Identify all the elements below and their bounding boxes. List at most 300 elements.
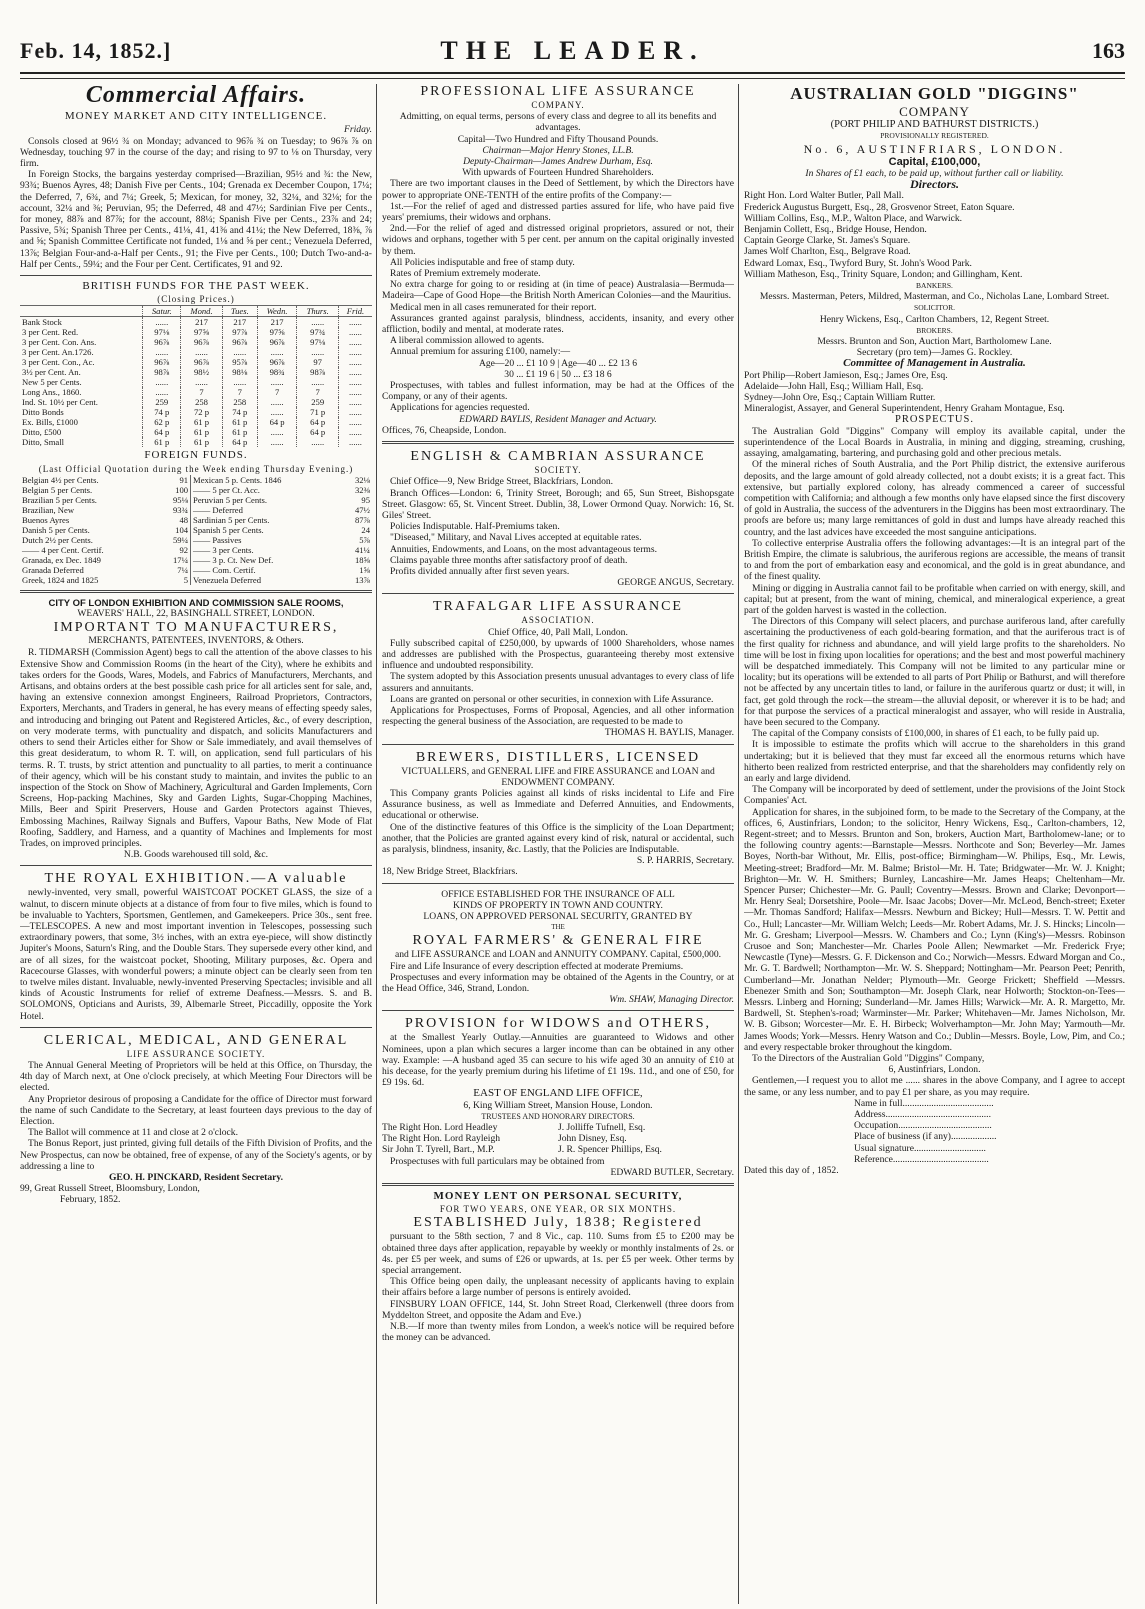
royal-farmers-sub: and LIFE ASSURANCE and LOAN and ANNUITY COMPANY. Capital, £500,000. [394, 949, 722, 961]
professional-board: With upwards of Fourteen Hundred Shareholders. [462, 167, 654, 179]
exhibition-title: IMPORTANT TO MANUFACTURERS, [53, 620, 339, 636]
trafalgar-p1: Chief Office, 40, Pall Mall, London. [488, 626, 628, 638]
english-cambrian-p1: Chief Office—9, New Bridge Street, Blackfriars, London. [390, 476, 614, 488]
table-cell: —— 5 per Ct. Acc. [193, 484, 260, 495]
table-cell: 3 per Cent. Red. [22, 327, 79, 338]
royal-farmers-p1: Fire and Life Insurance of every description effected at moderate Premiums. [390, 960, 684, 972]
table-cell: 3½ per Cent. An. [22, 367, 81, 378]
british-funds-column-header: Satur. [143, 306, 181, 317]
table-cell: ...... [338, 407, 372, 417]
table-cell: 96⅞ [181, 337, 223, 347]
table-row [20, 427, 372, 437]
table-cell: ...... [143, 347, 181, 357]
prospectus-paragraph: Of the mineral riches of South Australia, and the Port Philip district, the extensive auriferous deposits, and the large amount of gold already collected, not a doubt exists; it is a great fact. This extensive, but partially explored colony, has already commenced a career of successful competition with California; and although a few months only have elapsed since the first discovery of gold in Australia, the success of the adventurers in the Diggins has been most extraordinary. The proofs are before us; many large remittances of gold in dust and lumps have already reached this country, and the last advices have exceeded the most sanguine anticipations. [744, 459, 1125, 538]
professional-p1: Admitting, on equal terms, persons of every class and degree to all its benefits and advantages. [399, 111, 717, 134]
committee-list [744, 370, 1125, 415]
prospectus-heading: PROSPECTUS. [895, 414, 974, 426]
table-row [20, 575, 372, 585]
australian-address: No. 6, AUSTINFRIARS, LONDON. [803, 141, 1066, 156]
table-row [20, 387, 372, 397]
director-entry: William Collins, Esq., M.P., Walton Place, and Warwick. [744, 212, 963, 224]
column-3 [744, 84, 1125, 1604]
table-cell: 61 p [181, 417, 223, 427]
table-cell: 98⅞ [297, 367, 339, 377]
table-row [20, 495, 372, 505]
table-cell: 97⅝ [181, 327, 223, 337]
table-cell: 74 p [222, 407, 257, 417]
table-row [20, 535, 372, 545]
table-cell: ...... [143, 377, 181, 387]
british-funds-sub: (Closing Prices.) [157, 294, 235, 305]
table-cell: 13⅞ [354, 574, 370, 585]
table-row [20, 327, 372, 337]
form-field: Name in full...................................... [854, 1097, 994, 1109]
brokers: Messrs. Brunton and Son, Auction Mart, Bartholomew Lane. [817, 336, 1052, 348]
table-cell: Bank Stock [22, 317, 62, 328]
money-lent-p1: pursuant to the 58th section, 7 and 8 Vic., cap. 110. Sums from £5 to £200 may be obtained three days after application, repayable by weekly or monthly instalments of 2s. or 4s. per £5 per week, and sums of £26 or upwards, at 1s. per £5 per week. Other terms by special arrangement. [382, 1231, 734, 1277]
table-cell: Long Ans., 1860. [22, 387, 82, 398]
table-cell: ...... [338, 377, 372, 387]
money-lent-p2: This Office being open daily, the unpleasant necessity of applicants having to explain their affairs before a large number of persons is entirely avoided. [382, 1276, 734, 1299]
table-row [20, 485, 372, 495]
table-cell: ...... [297, 347, 339, 357]
table-cell: 259 [297, 397, 339, 407]
form-field: Place of business (if any)................... [854, 1131, 997, 1143]
table-cell: ...... [297, 437, 339, 447]
masthead [20, 30, 1125, 74]
professional-p11: Annual premium for assuring £100, namely:— [390, 346, 571, 358]
table-cell: 97⅞ [222, 327, 257, 337]
form-body: Gentlemen,—I request you to allot me ...... shares in the above Company, and I agree to accept the same, or any less number, and to pay £1 per share, as you may require. [744, 1075, 1125, 1098]
english-cambrian-p4: "Diseased," Military, and Naval Lives accepted at equitable rates. [390, 532, 642, 544]
table-cell: 98⅛ [222, 367, 257, 377]
table-cell: 61 p [222, 417, 257, 427]
prospectus-paragraph: It is impossible to estimate the profits which will accrue to the shareholders in this grand undertaking; but it is believed that they must far exceed all the enormous returns which have hitherto been realized from restricted enterprise, and that the shareholders may confidently rely on an early and large dividend. [744, 739, 1125, 784]
table-cell: Ditto, Small [22, 437, 65, 448]
table-row [20, 407, 372, 417]
prospectus-paragraph: The Directors of this Company will select placers, and purchase auriferous land, after carefully ascertaining the productiveness of each gold-bearing formation, and that the auriferous tract is of the first quality for richness and abundance, and will yield large profits to the shareholders. No time will be lost in fixing upon localities for operations; and the best and most powerful machinery will be despatched immediately. This Company will not be limited to any particular mine or locality; but its operations will be extended to all parts of Port Philip or Bathurst, and will therefore not be affected by any uncertain titles to land, or failure in the auriferous quartz or dust; it will, in fact, get gold through the rock—the stream—the alluvial deposit, or wherever it is to be had; and for that purpose the services of a practical mineralogist and assayer, who will reside in Australia, have been secured to the Company. [744, 616, 1125, 728]
table-row [20, 367, 372, 377]
table-cell: ...... [181, 347, 223, 357]
professional-p3: 1st.—For the relief of aged and distressed parties assured for life, who have paid five years' premiums, their widows and orphans. [382, 200, 734, 224]
table-cell: 95⅞ [222, 357, 257, 367]
form-field: Address............................................ [854, 1109, 991, 1121]
money-lent-p4: N.B.—If more than twenty miles from London, a week's notice will be required before the money can be advanced. [382, 1321, 734, 1344]
professional-p5: All Policies indisputable and free of stamp duty. [390, 256, 575, 268]
table-cell: 96⅞ [143, 357, 181, 367]
table-cell: ...... [338, 387, 372, 397]
table-row [20, 347, 372, 357]
table-cell: Granada Deferred [22, 564, 84, 575]
british-funds-column-header: Tues. [222, 306, 257, 317]
table-row [20, 317, 372, 328]
table-cell: 7 [297, 387, 339, 397]
bankers-heading: BANKERS. [916, 281, 953, 291]
professional-p10: A liberal commission allowed to agents. [390, 335, 545, 347]
committee-entry: Sydney—John Ore, Esq.; Captain William Rutter. [744, 392, 936, 404]
divider [20, 1027, 372, 1028]
australian-company: COMPANY [899, 104, 970, 119]
provision-title: PROVISION for WIDOWS and OTHERS, [404, 1016, 711, 1032]
table-cell: Venezuela Deferred [193, 574, 262, 585]
table-cell: 96⅞ [257, 357, 297, 367]
table-cell: Belgian 4½ per Cents. [22, 474, 99, 485]
table-cell: 61 p [222, 427, 257, 437]
table-cell: 48 [159, 515, 191, 525]
divider [382, 744, 734, 745]
divider [20, 590, 372, 593]
british-funds-column-header: Frid. [338, 306, 372, 317]
table-cell: ...... [338, 437, 372, 447]
table-row [20, 525, 372, 535]
trustee: The Right Hon. Lord Headley [382, 1122, 498, 1134]
prospectus-paragraph: The Company will be incorporated by deed of settlement, under the provisions of the Joint Stock Companies' Act. [744, 784, 1125, 807]
table-cell: Greek, 1824 and 1825 [22, 574, 99, 585]
british-funds-heading: BRITISH FUNDS FOR THE PAST WEEK. [82, 280, 310, 293]
issue-date: Feb. 14, 1852.] [20, 38, 172, 63]
trustee: J. Jolliffe Tufnell, Esq. [558, 1122, 646, 1134]
royal-farmers-signature: Wm. SHAW, Managing Director. [609, 994, 734, 1006]
table-cell: ...... [338, 397, 372, 407]
table-cell: 7¼ [159, 565, 191, 575]
prospectus-paragraph: Mining or digging in Australia cannot fail to be profitable when carried on with energy, skill, and capital; but at present, from the want of mining, chemical, and mineralogical experience, a great part of the golden harvest is wasted in the collection. [744, 582, 1125, 616]
brokers-heading: BROKERS. [916, 325, 953, 335]
table-cell: 74 p [143, 407, 181, 417]
money-lent-established: ESTABLISHED July, 1838; Registered [413, 1215, 703, 1231]
table-cell: ...... [222, 377, 257, 387]
trafalgar-p4: Loans are granted on personal or other securities, in connexion with Life Assurance. [390, 693, 714, 705]
table-cell: ...... [338, 427, 372, 437]
english-cambrian-title: ENGLISH & CAMBRIAN ASSURANCE [410, 449, 706, 465]
table-row [20, 515, 372, 525]
australian-shares: In Shares of £1 each, to be paid up, without further call or liability. [805, 168, 1064, 180]
column-2 [382, 84, 734, 1604]
provision-p1: at the Smallest Yearly Outlay.—Annuities are guaranteed to Widows and other Nominees, upon a plan which secures a larger income than can be obtained in any other way. Example: —A husband aged 35 can secure to his wife aged 30 an annuity of £10 at his decease, for the yearly premium during his lifetime of £1 19s. 11d., and one of £50, for £9 19s. 6d. [382, 1032, 734, 1089]
section-title: Commercial Affairs. [85, 84, 307, 108]
table-cell: 7 [181, 387, 223, 397]
professional-sub: COMPANY. [531, 100, 585, 110]
money-market-p2: In Foreign Stocks, the bargains yesterday comprised—Brazilian, 95½ and ¾: the New, 93¾; Buenos Ayres, 48; Danish Five per Cents., 104; Grenada ex December Coupon, 17¼; the Deferred, 7, 6¾, and 7¼; Greek, 5; Mexican, for money, 32, 32¼, and 32⅛; for the account, 32¼ and ⅜; Peruvian, 95; the Deferred, 48 and 47½; Sardinian Five per Cents., for money, 88⅞ and 87⅞; for the account, 88¼; Spanish Five per Cents., 23⅞ and 24; Passive, 5¾; Spanish Three per Cents., 41⅛, 41, 41⅜ and 41¼; the New Deferred, 18⅜, ⅞ and ⅝; Spanish Committee Certificate not funded, 1⅛ and ⅝ per cent.; Venezuela Deferred, 13⅞; Belgian Four-and-a-Half per Cents., 91; the Five per Cents., 100; Dutch Two-and-a-Half per Cents., 59¼; and the Four per Cent. Certificates, 91 and 92. [20, 169, 372, 270]
provision-signature: EDWARD BUTLER, Secretary. [610, 1166, 734, 1178]
table-cell: 95⅛ [159, 495, 191, 505]
professional-signature: EDWARD BAYLIS, Resident Manager and Actuary. [459, 413, 657, 425]
professional-age-row-2: 30 ... £1 19 6 | 50 ... £3 18 6 [504, 368, 612, 380]
money-lent-p3: FINSBURY LOAN OFFICE, 144, St. John Street Road, Clerkenwell (three doors from Myddelton Street, and opposite the Adam and Eve.) [382, 1298, 734, 1321]
table-cell: —— Passives [193, 534, 242, 545]
table-cell: 96⅞ [257, 337, 297, 347]
divider [382, 593, 734, 594]
british-funds-table [20, 305, 372, 447]
bankers: Messrs. Masterman, Peters, Mildred, Masterman, and Co., Nicholas Lane, Lombard Street. [759, 291, 1110, 303]
trustees-row [382, 1144, 734, 1155]
clerical-p2: Any Proprietor desirous of proposing a Candidate for the office of Director must forward the name of such Candidate to the Secretary, at least fourteen days previous to the day of Election. [20, 1093, 372, 1127]
form-field: Occupation....................................... [854, 1120, 992, 1132]
table-cell: Sardinian 5 per Cents. [193, 514, 270, 525]
table-cell: 64 p [297, 427, 339, 437]
table-cell: ...... [222, 347, 257, 357]
table-cell: 258 [222, 397, 257, 407]
committee-entry: Mineralogist, Assayer, and General Superintendent, Henry Graham Montague, Esq. [744, 403, 1065, 415]
prospectus-paragraph: To collective enterprise Australia offers the following advantages:—It is an integral part of the British Empire, the climate is salubrious, the auriferous regions are accessible, the means of transit to and from the port of embarkation easy and economical, and the gold is in great abundance, and of the finest quality. [744, 537, 1125, 583]
british-funds-column-header [20, 306, 143, 317]
director-entry: Captain George Clarke, St. James's Square. [744, 235, 911, 247]
provision-address: 6, King William Street, Mansion House, London. [463, 1099, 653, 1111]
table-cell: New 5 per Cents. [22, 377, 82, 388]
divider [20, 275, 372, 276]
newspaper-title: THE LEADER. [440, 36, 705, 65]
trustee: The Right Hon. Lord Rayleigh [382, 1133, 501, 1145]
table-cell: 62 p [143, 417, 181, 427]
table-cell: 5 [159, 575, 191, 585]
table-cell: ...... [338, 417, 372, 427]
table-cell: 96⅞ [222, 337, 257, 347]
professional-p9: Assurances granted against paralysis, blindness, accidents, insanity, and every other affliction, bodily and mental, at moderate rates. [382, 312, 734, 336]
table-row [20, 545, 372, 555]
provision-p2: Prospectuses with full particulars may be obtained from [390, 1155, 605, 1167]
table-cell: —— 4 per Cent. Certif. [22, 544, 104, 555]
prospectus-paragraph: Application for shares, in the subjoined form, to be made to the Secretary of the Company, at the offices, 6, Austinfriars, London; to the solicitor, Henry Wickens, Esq., Carlton-chambers, 12, Regent-street; and to Messrs. Brunton and Son, brokers, Auction Mart, Bartholomew-lane; or to the following country agents:—Barnstaple—Messrs. Northcote and Son; Beverley—Mr. James Boyes, North-bar Without, Mr. Ellis, post-office; Birmingham—W. Philips, Esq., Mr. Lewis, Meeting-street; Bradford—Mr. M. Balme; Bristol—Mr. H. Tate; Bridgwater—Mr. W. J. Knight; Brighton—Mr. W. H. Smithers; Burnley, Lancashire—Mr. James Heaps; Cheltenham—Mr. Spencer Purser; Chichester—Mr. G. Paull; Coventry—Messrs. Brown and Clarke; Devonport—Mr. Henry Seal; Dorsetshire, Poole—Mr. Isaac Jacobs; Dover—Mr. McLeod, Bench-street; Exeter—Mr. Thomas Sandford; Halifax—Messrs. Newburn and Bickey; Hull—Messrs. T. W. Pettit and Co., Hull; Lancaster—Mr. William Welch; Leeds—Mr. Robert Adams, Mr. J. S. Hincks; Lincoln—Mr. G. Gresham; Liverpool—Messrs. W. Chambers and Co.; Lynn (King's)—Messrs. Robinson Crusoe and Son; Manchester—Mr. Charles Poole Allen; Newmarket —Mr. Frederick Frye; Newcastle (Tyne)—Messrs. G. F. Dickenson and Co.; Norwich—Messrs. Edward Morgan and Co., Mr. G. T. Bardwell; Northampton—Mr. W. S. Sheppard; Nottingham—Mr. Pearson Peet; Penrith, Cumberland—Mr. Jonathan Nelder; Plymouth—Mr. George Frickett; Sheffield —Messrs. Ebenezer Smith and Son; Southampton—Mr. Joseph Clark, near Holworth; Stockton-on-Tees—Messrs. Linberg and Horning; Sunderland—Mr. James Hills; Warwick—Mr. A. R. Margetto, Mr. Bardwell, St. Stephen's-road; Warminster—Mr. Parker; Whitehaven—Mr. James Nicholson, Mr. W. B. Gibson; Worcester—Mr. E. H. Birbeck; Wolverhampton—Mr. John May; Yarmouth—Mr. James Woods; York—Messrs. Henry Watson and Co.; Dublin—Messrs. Boyle, Low, Pim, and Co.; and every respectable broker throughout the kingdom. [744, 806, 1125, 1053]
form-field: Usual signature.............................. [854, 1142, 986, 1154]
table-cell: 71 p [297, 407, 339, 417]
table-cell: ...... [257, 377, 297, 387]
royal-farmers-pre-3: LOANS, ON APPROVED PERSONAL SECURITY, GRANTED BY [423, 911, 693, 922]
professional-capital: Capital—Two Hundred and Fifty Thousand Pounds. [457, 133, 659, 145]
trustees-row [382, 1133, 734, 1144]
table-cell: 5⅞ [359, 534, 370, 545]
table-cell: 87⅞ [354, 514, 370, 525]
professional-p2: There are two important clauses in the Deed of Settlement, by which the Directors have power to appropriate ONE-TENTH of the entire profits of the Company:— [382, 178, 734, 201]
table-cell: 64 p [297, 417, 339, 427]
table-cell: Granada, ex Dec. 1849 [22, 554, 101, 565]
director-entry: William Matheson, Esq., Trinity Square, London; and Gillingham, Kent. [744, 268, 1023, 280]
prospectus-paragraph: The Australian Gold "Diggins" Company will employ its available capital, under the superintendence of the Local Boards in Australia, in mining and digging, streaming, crushing, assaying, amalgamating, bartering, and purchasing gold and other precious metals. [744, 425, 1125, 460]
table-cell: 59¼ [159, 535, 191, 545]
table-cell: 97¾ [297, 327, 339, 337]
solicitor: Henry Wickens, Esq., Carlton Chambers, 12, Regent Street. [819, 313, 1050, 325]
table-cell: ...... [338, 357, 372, 367]
money-market-day: Friday. [344, 124, 372, 136]
divider [382, 441, 734, 444]
table-cell: 96⅞ [181, 357, 223, 367]
trustees-row [382, 1122, 734, 1133]
table-cell: 18⅝ [354, 554, 370, 565]
english-cambrian-sub: SOCIETY. [534, 465, 582, 476]
trafalgar-p2: Fully subscribed capital of £250,000, by upwards of 1000 Shareholders, whose names and addresses are published with the Prospectus, guaranteeing thereby most extensive influence and undoubted responsibility. [382, 637, 734, 672]
table-cell: ...... [257, 437, 297, 447]
table-cell: ...... [297, 317, 339, 328]
table-cell: 32⅛ [354, 474, 370, 485]
table-cell: 47½ [354, 504, 370, 515]
table-cell: 64 p [257, 417, 297, 427]
divider [20, 865, 372, 866]
form-address: 6, Austinfriars, London. [888, 1064, 981, 1076]
column-divider [376, 84, 377, 1604]
table-cell: 97⅝ [257, 327, 297, 337]
brewers-p1: This Company grants Policies against all kinds of risks incidental to Life and Fire Assurance business, as well as Immediate and Deferred Annuities, and Endowments, educational or otherwise. [382, 787, 734, 822]
table-cell: 3 per Cent. An.1726. [22, 347, 94, 358]
english-cambrian-p6: Claims payable three months after satisfactory proof of death. [390, 554, 628, 566]
brewers-sub: VICTUALLERS, and GENERAL LIFE and FIRE ASSURANCE and LOAN and ENDOWMENT COMPANY. [401, 765, 715, 788]
professional-p6: Rates of Premium extremely moderate. [390, 268, 541, 280]
table-row [20, 437, 372, 447]
table-cell: 17¼ [159, 555, 191, 565]
table-row [20, 337, 372, 347]
table-cell: 61 p [181, 437, 223, 447]
table-cell: 98⅞ [143, 367, 181, 377]
prospectus-paragraph: The capital of the Company consists of £100,000, in shares of £1 each, to be fully paid up. [752, 728, 1100, 740]
exhibition-heading: CITY OF LONDON EXHIBITION AND COMMISSION SALE ROOMS, [48, 597, 344, 609]
british-funds-column-header: Wedn. [257, 306, 297, 317]
table-cell: 24 [361, 524, 370, 535]
table-cell: 64 p [222, 437, 257, 447]
table-cell: Ditto, £500 [22, 427, 62, 438]
director-entry: Edward Lomax, Esq., Twyford Bury, St. John's Wood Park. [744, 257, 972, 269]
table-cell: Dutch 2½ per Cents. [22, 534, 93, 545]
table-cell: ...... [257, 407, 297, 417]
table-cell: 7 [257, 387, 297, 397]
english-cambrian-signature: GEORGE ANGUS, Secretary. [617, 577, 734, 589]
table-cell: Ditto Bonds [22, 407, 64, 418]
table-cell: ...... [338, 347, 372, 357]
table-cell: 64 p [143, 427, 181, 437]
table-row [20, 417, 372, 427]
professional-p4: 2nd.—For the relief of aged and distressed original proprietors, assured or not, their widows and orphans, together with 5 per cent. per annum on the capital originally invested by them. [382, 223, 734, 257]
directors-list [744, 190, 1125, 280]
table-cell: Buenos Ayres [22, 514, 70, 525]
table-cell: 3 per Cent. Con. Ans. [22, 337, 97, 348]
table-cell: ...... [257, 347, 297, 357]
british-funds-column-header: Thurs. [297, 306, 339, 317]
table-cell: 72 p [181, 407, 223, 417]
clerical-signature: GEO. H. PINCKARD, Resident Secretary. [108, 1172, 284, 1183]
royal-farmers-the: THE [551, 923, 565, 932]
foreign-funds-heading: FOREIGN FUNDS. [144, 449, 248, 462]
form-dated: Dated this day of , 1852. [744, 1165, 839, 1177]
committee-entry: Port Philip—Robert Jamieson, Esq.; James Ore, Esq. [744, 369, 948, 381]
table-cell: Danish 5 per Cents. [22, 524, 90, 535]
trustee: Sir John T. Tyrell, Bart., M.P. [382, 1144, 495, 1156]
english-cambrian-p2: Branch Offices—London: 6, Trinity Street, Borough; and 65, Sun Street, Bishopsgate Street. Glasgow: 65, St. Vincent Street. Dublin, 38, Lower Ormond Quay. Norwich: 16, St. Giles' Street. [382, 487, 734, 521]
table-cell: ...... [338, 327, 372, 337]
table-cell: 217 [222, 317, 257, 328]
table-cell: 97⅛ [143, 327, 181, 337]
table-cell: 92 [159, 545, 191, 555]
table-cell: ...... [297, 377, 339, 387]
royal-farmers-title: ROYAL FARMERS' & GENERAL FIRE [412, 933, 704, 949]
table-cell: 91 [159, 475, 191, 485]
australian-districts: (PORT PHILIP AND BATHURST DISTRICTS.) [830, 119, 1039, 131]
table-cell: 97 [297, 357, 339, 367]
money-lent-title: MONEY LENT ON PERSONAL SECURITY, [433, 1190, 683, 1203]
table-row [20, 475, 372, 485]
clerical-title: CLERICAL, MEDICAL, AND GENERAL [43, 1032, 349, 1048]
professional-deputy: Deputy-Chairman—James Andrew Durham, Esq. [463, 156, 653, 168]
table-cell: Ex. Bills, £1000 [22, 417, 78, 428]
committee-entry: Adelaide—John Hall, Esq.; William Hall, Esq. [744, 380, 924, 392]
trafalgar-p3: The system adopted by this Association presents unusual advantages to every class of life assurers and annuitants. [382, 671, 734, 694]
clerical-p3: The Ballot will commence at 11 and close at 2 o'clock. [28, 1127, 238, 1139]
professional-p7: No extra charge for going to or residing at (in time of peace) Australasia—Bermuda—Madeira—Cape of Good Hope—the British North American Colonies—and the Mauritius. [382, 279, 734, 302]
solicitor-heading: SOLICITOR. [914, 303, 955, 313]
table-cell: ...... [338, 317, 372, 328]
table-row [20, 565, 372, 575]
exhibition-note: N.B. Goods warehoused till sold, &c. [123, 849, 269, 861]
australian-title: AUSTRALIAN GOLD "DIGGINS" [790, 84, 1079, 103]
table-cell: —— Com. Certif. [193, 564, 256, 575]
masthead-rule [20, 78, 1125, 79]
clerical-p4: The Bonus Report, just printed, giving full details of the Fifth Division of Profits, and the New Prospectus, can now be obtained, free of expense, of any of the Society's agents, or by addressing a line to [20, 1138, 372, 1172]
application-form-fields [744, 1098, 1125, 1165]
trafalgar-sub: ASSOCIATION. [521, 615, 595, 626]
table-cell: ...... [338, 337, 372, 347]
table-row [20, 377, 372, 387]
table-cell: ...... [338, 367, 372, 377]
table-cell: 217 [257, 317, 297, 328]
director-entry: Frederick Augustus Burgett, Esq., 28, Grosvenor Street, Eaton Square. [744, 201, 1015, 213]
table-cell: —— Deferred [193, 504, 243, 515]
brewers-address: 18, New Bridge Street, Blackfriars. [382, 866, 518, 878]
clerical-address: 99, Great Russell Street, Bloomsbury, London, [20, 1183, 200, 1195]
trafalgar-signature: THOMAS H. BAYLIS, Manager. [604, 727, 734, 739]
table-cell: 259 [143, 397, 181, 407]
table-cell: 258 [181, 397, 223, 407]
money-lent-sub: FOR TWO YEARS, ONE YEAR, OR SIX MONTHS. [439, 1204, 677, 1215]
foreign-funds-table [20, 475, 372, 585]
table-cell: ...... [143, 387, 181, 397]
divider [382, 1183, 734, 1186]
table-cell: 97⅛ [297, 337, 339, 347]
table-row [20, 555, 372, 565]
provision-office: EAST OF ENGLAND LIFE OFFICE, [473, 1087, 643, 1100]
trustee: John Disney, Esq. [558, 1133, 627, 1145]
director-entry: Benjamin Collett, Esq., Bridge House, Hendon. [744, 224, 927, 236]
trustee: J. R. Spencer Phillips, Esq. [558, 1144, 662, 1156]
english-cambrian-p5: Annuities, Endowments, and Loans, on the most advantageous terms. [390, 543, 657, 555]
table-cell: 95 [361, 494, 370, 505]
table-cell: Belgian 5 per Cents. [22, 484, 93, 495]
professional-age-row-1: Age—20 ... £1 10 9 | Age—40 ... £2 13 6 [478, 357, 638, 369]
clerical-date: February, 1852. [60, 1194, 121, 1206]
table-cell: Mexican 5 p. Cents. 1846 [193, 474, 282, 485]
table-cell: 41¼ [354, 544, 370, 555]
royal-exhibition-title: THE ROYAL EXHIBITION.—A valuable [44, 871, 348, 887]
table-cell: Spanish 5 per Cents. [193, 524, 264, 535]
table-cell: 1⅝ [359, 564, 370, 575]
professional-title: PROFESSIONAL LIFE ASSURANCE [420, 84, 696, 99]
professional-address: Offices, 76, Cheapside, London. [382, 424, 507, 436]
royal-farmers-pre-2: KINDS OF PROPERTY IN TOWN AND COUNTRY. [453, 899, 663, 911]
australian-registered: PROVISIONALLY REGISTERED. [880, 131, 989, 141]
table-cell: 100 [159, 485, 191, 495]
column-divider [738, 84, 739, 1604]
table-cell: Brazilian, New [22, 504, 75, 515]
secretary: Secretary (pro tem)—James G. Rockley. [856, 347, 1013, 359]
table-cell: ...... [181, 377, 223, 387]
table-cell: —— 3 p. Ct. New Def. [193, 554, 274, 565]
exhibition-body: R. TIDMARSH (Commission Agent) begs to call the attention of the above classes to his Extensive Show and Commission Rooms (in the heart of the City), where he exhibits and takes orders for the Goods, Wares, Models, and Fabrics of Manufacturers, Merchants, and Artisans, and obtains orders at the best possible cash price for all articles sent for sale, and, having an extensive connexion amongst Engineers, Railroad Proprietors, Contractors, Exporters, Merchants, and Traders in general, he has every means of effecting speedy sales, and introducing and bringing out Patent and Registered Articles, &c., of every description, on very moderate terms, with punctuality and dispatch, and solicits Manufacturers and others to send their Articles either for Show or Sale immediately, and avail themselves of this great desideratum, to whom R. T. will, on application, send full particulars of his terms. R. T. trusts, by strict attention and punctuality to all parties, to merit a continuance of their agency, which will be his constant study to maintain, and invites the public to an inspection of the Stock on Show of Machinery, Agricultural and Garden Implements, Corn Screens, Hop-packing Machines, Sky and Garden Lights, Sugar-Chopping Machines, Mills, Beer and Spirit Preservers, House and Garden Protectors against Thieves, Embossing Machines, Railway Signals and Buffers, Vapour Baths, New Mode of Flat Roofing, Saddlery, and Harness, and a quantity of Machines and Implements for most Trades, on improved principles. [20, 647, 372, 849]
divider [382, 1010, 734, 1011]
table-row [20, 505, 372, 515]
table-cell: 96⅞ [143, 337, 181, 347]
table-cell: 93¾ [159, 505, 191, 515]
english-cambrian-p3: Policies Indisputable. Half-Premiums taken. [390, 521, 560, 533]
table-cell: 61 p [143, 437, 181, 447]
table-cell: 3 per Cent. Con., Ac. [22, 357, 95, 368]
clerical-p1: The Annual General Meeting of Proprietors will be held at this Office, on Thursday, the 4th day of March next, at One o'clock precisely, at which Meeting Four Directors will be elected. [20, 1059, 372, 1094]
english-cambrian-p7: Profits divided annually after first seven years. [390, 565, 570, 577]
foreign-funds-sub: (Last Official Quotation during the Week ending Thursday Evening.) [38, 463, 354, 474]
clerical-sub: LIFE ASSURANCE SOCIETY. [126, 1048, 266, 1059]
